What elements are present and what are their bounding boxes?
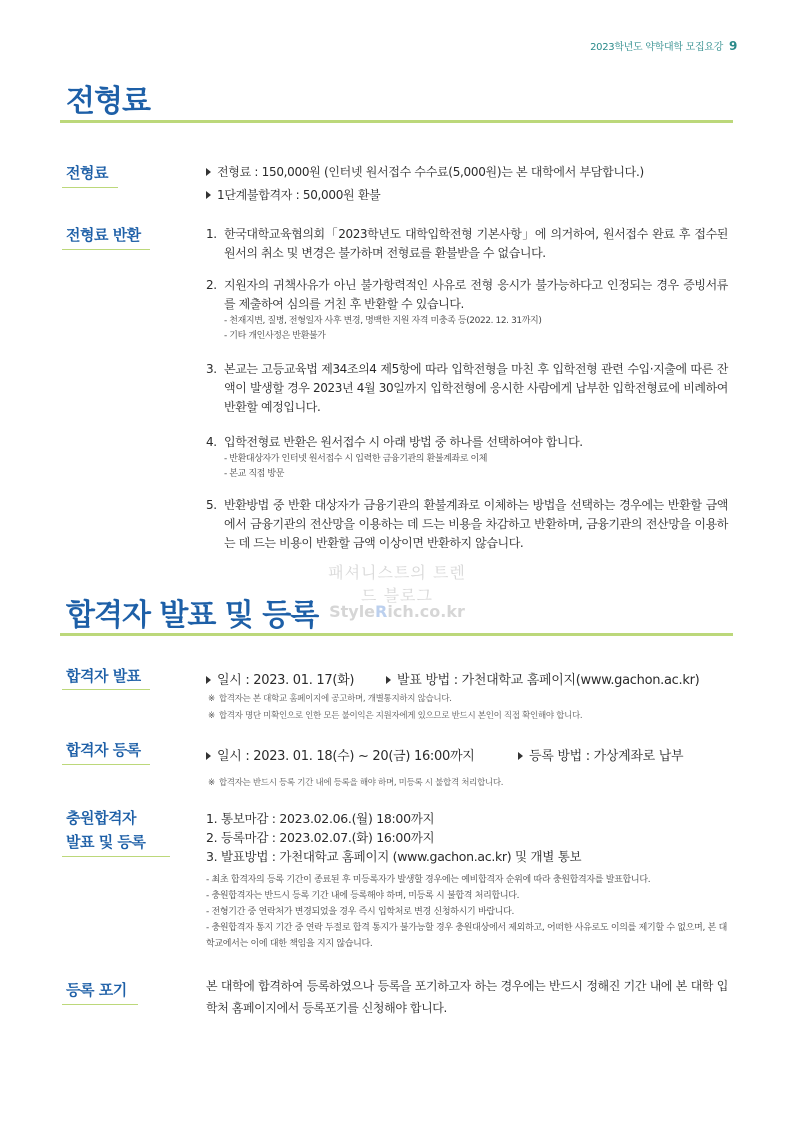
fee-line-2: 1단계불합격자 : 50,000원 환불 xyxy=(206,186,380,203)
giveup-text: 본 대학에 합격하여 등록하였으나 등록을 포기하고자 하는 경우에는 반드시 정해진 기간 내에 본 대학 입학처 홈페이지에서 등록포기를 신청해야 합니다. xyxy=(206,979,728,1015)
triangle-bullet-icon xyxy=(386,676,391,684)
subheading-refund: 전형료 반환 xyxy=(66,226,141,244)
additional-notes: - 최초 합격자의 등록 기간이 종료된 후 미등록자가 발생할 경우에는 예비합격자 순위에 따라 충원합격자를 발표합니다. - 충원합격자는 반드시 등록 기간 내에 등록해야 하며, 미등록 시 불합격 처리합니다. - 전형기간 중 연락처가 변경되었을 경우 즉시 입학처로 변경 신청하시기 바랍니다. - 충원합격자 통지 기간 중 연락 두절로 합격 통지가 불가능할 경우 충원대상에서 제외하고, 어떠한 사유로도 이의를 제기할 수 없으며, 본 대학교에서는 이에 대한 책임을 지지 않습니다. xyxy=(206,875,727,949)
fee-line-1: 전형료 : 150,000원 (인터넷 원서접수 수수료(5,000원)는 본 대학에서 부담합니다.) xyxy=(206,163,644,180)
watermark: 패셔니스트의 트렌드 블로그 StyleRich.co.kr xyxy=(328,563,466,621)
additional-item-1: 1. 통보마감 : 2023.02.06.(월) 18:00까지 xyxy=(206,811,435,826)
triangle-bullet-icon xyxy=(206,676,211,684)
subheading-underline xyxy=(62,856,170,857)
subheading-announce: 합격자 발표 xyxy=(66,667,141,685)
announce-note-2: ※ 합격자 명단 미확인으로 인한 모든 불이익은 지원자에게 있으므로 반드시 본인이 직접 확인해야 합니다. xyxy=(208,711,583,721)
triangle-bullet-icon xyxy=(206,191,211,199)
announce-method: 발표 방법 : 가천대학교 홈페이지(www.gachon.ac.kr) xyxy=(386,669,699,688)
subheading-underline xyxy=(62,249,150,250)
subheading-underline xyxy=(62,1004,138,1005)
refund-item-3: 3. 본교는 고등교육법 제34조의4 제5항에 따라 입학전형을 마친 후 입학전형 관련 수입·지출에 따른 잔액이 발생할 경우 2023년 4월 30일까지 입학전형에 응시한 사람에게 납부한 입학전형료에 비례하여 반환할 예정입니다. xyxy=(206,362,728,414)
header-title: 2023학년도 약학대학 모집요강 xyxy=(590,42,724,53)
additional-item-3: 3. 발표방법 : 가천대학교 홈페이지 (www.gachon.ac.kr) 및 개별 통보 xyxy=(206,849,582,864)
subheading-underline xyxy=(62,689,150,690)
page-number: 9 xyxy=(728,39,737,53)
subheading-underline xyxy=(62,187,118,188)
section-rule xyxy=(60,633,733,636)
subheading-additional-1: 충원합격자 xyxy=(66,809,136,827)
announce-note-1: ※ 합격자는 본 대학교 홈페이지에 공고하며, 개별통지하지 않습니다. xyxy=(208,694,452,704)
refund-item-1: 1. 한국대학교육협의회「2023학년도 대학입학전형 기본사항」에 의거하여, 원서접수 완료 후 접수된 원서의 취소 및 변경은 불가하며 전형료를 환불받을 수 없습니다. xyxy=(206,227,728,260)
register-method: 등록 방법 : 가상계좌로 납부 xyxy=(518,745,683,764)
additional-item-2: 2. 등록마감 : 2023.02.07.(화) 16:00까지 xyxy=(206,830,435,845)
register-note: ※ 합격자는 반드시 등록 기간 내에 등록을 해야 하며, 미등록 시 불합격 처리합니다. xyxy=(208,778,504,788)
subheading-fee: 전형료 xyxy=(66,164,108,182)
subheading-additional-2: 발표 및 등록 xyxy=(66,833,146,851)
subheading-register: 합격자 등록 xyxy=(66,741,141,759)
running-header xyxy=(590,38,737,53)
refund-item-2: 2. 지원자의 귀책사유가 아닌 불가항력적인 사유로 전형 응시가 불가능하다고 인정되는 경우 증빙서류를 제출하여 심의를 거친 후 반환할 수 있습니다. - 천재지변, 질병, 전형일자 사후 변경, 명백한 지원 자격 미충족 등(2022. 12. 31까지) - 기타 개인사정은 반환불가 xyxy=(206,278,728,341)
triangle-bullet-icon xyxy=(206,168,211,176)
refund-item-5: 5. 반환방법 중 반환 대상자가 금융기관의 환불계좌로 이체하는 방법을 선택하는 경우에는 반환할 금액에서 금융기관의 전산망을 이용하는 데 드는 비용을 차감하고 반환하며, 금융기관의 전산망을 이용하는 데 드는 비용이 반환할 금액 이상이면 반환하지 않습니다. xyxy=(206,498,728,550)
section-title-results: 합격자 발표 및 등록 xyxy=(66,598,319,633)
section-title-fee: 전형료 xyxy=(66,84,150,119)
refund-item-4: 4. 입학전형료 반환은 원서접수 시 아래 방법 중 하나를 선택하여야 합니다. - 반환대상자가 인터넷 원서접수 시 입력한 금융기관의 환불계좌로 이체 - 본교 직접 방문 xyxy=(206,435,583,479)
announce-date: 일시 : 2023. 01. 17(화) xyxy=(206,669,354,688)
register-date: 일시 : 2023. 01. 18(수) ~ 20(금) 16:00까지 xyxy=(206,745,474,764)
subheading-underline xyxy=(62,764,150,765)
section-rule xyxy=(60,120,733,123)
subheading-giveup: 등록 포기 xyxy=(66,981,127,999)
triangle-bullet-icon xyxy=(518,752,523,760)
triangle-bullet-icon xyxy=(206,752,211,760)
